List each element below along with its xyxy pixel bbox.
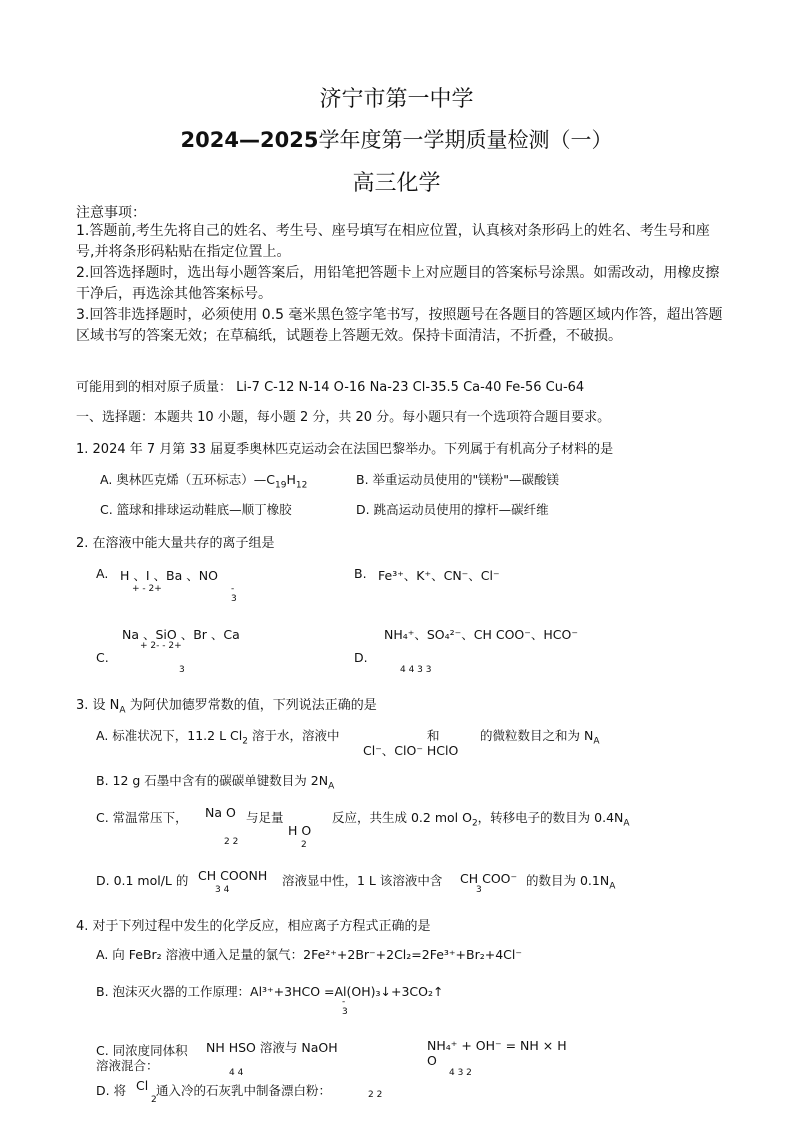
q3-d3 xyxy=(526,871,616,892)
exam-years: 2024—2025 xyxy=(180,128,319,152)
q3-stem-rest: 为阿伏加德罗常数的值，下列说法正确的是 xyxy=(125,698,377,713)
q4-d-cl: Cl xyxy=(136,1078,149,1093)
q1-option-b: B. 举重运动员使用的"镁粉"—碳酸镁 xyxy=(356,472,560,487)
q2-b-ions: Fe³⁺、K⁺、CN⁻、Cl⁻ xyxy=(378,568,500,583)
q3-stem-sub: A xyxy=(119,705,126,716)
q3-d1: D. 0.1 mol/L 的 xyxy=(96,873,189,888)
q1-stem: 1. 2024 年 7 月第 33 届夏季奥林匹克运动会在法国巴黎举办。下列属于有机高分子材料的是 xyxy=(76,442,614,457)
q1-option-d: D. 跳高运动员使用的撑杆—碳纤维 xyxy=(356,502,549,517)
q2-c-charges: + 2- - 2+ xyxy=(140,641,182,651)
notice-item-1: 1.答题前,考生先将自己的姓名、考生号、座号填写在相应位置，认真核对条形码上的姓名、考生号和座号,并将条形码粘贴在指定位置上。 xyxy=(76,223,710,260)
q4-c-eq: NH₄⁺ + OH⁻ = NH × H xyxy=(427,1038,567,1053)
q4-d2: 通入冷的石灰乳中制备漂白粉： xyxy=(156,1083,332,1098)
q3-option-b xyxy=(96,771,335,792)
q4-stem: 4. 对于下列过程中发生的化学反应，相应离子方程式正确的是 xyxy=(76,919,431,934)
q2-a-ions: H 、I 、Ba 、NO xyxy=(120,568,218,583)
q2-stem: 2. 在溶液中能大量共存的离子组是 xyxy=(76,536,275,551)
q3-c-na: Na O xyxy=(205,805,236,820)
q2-c-sub: 3 xyxy=(179,665,185,675)
notice-item-3: 3.回答非选择题时，必须使用 0.5 毫米黑色签字笔书写，按照题号在各题目的答题区域内作答，超出答题区域书写的答案无效；在草稿纸，试题卷上答题无效。保持卡面清洁，不折叠，不破损。 xyxy=(76,307,723,344)
q2-c-ions: Na 、SiO 、Br 、Ca xyxy=(122,627,240,642)
q2-a-label: A. xyxy=(96,566,109,581)
notice-item-2: 2.回答选择题时，选出每小题答案后，用铅笔把答题卡上对应题目的答案标号涂黑。如需改动，用橡皮擦干净后，再选涂其他答案标号。 xyxy=(76,265,720,302)
q3-c1: C. 常温常压下， xyxy=(96,810,188,825)
q2-a-charges: + - 2+ xyxy=(132,584,162,594)
q3-c4-sub: A xyxy=(623,818,630,829)
q4-d-cl-sub: 2 xyxy=(151,1095,157,1105)
q1-a-sub: 19 xyxy=(275,480,287,491)
q3-a1-sub: 2 xyxy=(242,736,248,747)
q3-c-h2o: H O xyxy=(288,823,312,838)
q3-stem-a: 3. 设 N xyxy=(76,698,120,713)
q3-d-ch2-sub: 3 xyxy=(476,885,482,895)
q4-option-b: B. 泡沫灭火器的工作原理：Al³⁺+3HCO =Al(OH)₃↓+3CO₂↑ xyxy=(96,984,444,999)
subject-title: 高三化学 xyxy=(352,171,441,196)
q3-b-sub: A xyxy=(328,781,335,792)
exam-name: 学年度第一学期质量检测（一） xyxy=(318,128,613,152)
q2-b-label: B. xyxy=(354,566,367,581)
q3-c2: 与足量 xyxy=(246,810,284,825)
section-title: 一、选择题：本题共 10 小题，每小题 2 分，共 20 分。每小题只有一个选项符合题目要求。 xyxy=(76,410,611,425)
q2-a-minus: - xyxy=(231,584,235,594)
q4-c1: C. 同浓度同体积 xyxy=(96,1043,188,1058)
q2-d-subs: 4 4 3 3 xyxy=(400,665,432,675)
q3-c3-text: 反应，共生成 0.2 mol O xyxy=(332,810,472,825)
q4-option-a: A. 向 FeBr₂ 溶液中通入足量的氯气：2Fe²⁺+2Br⁻+2Cl₂=2Fe³⁺+Br₂+4Cl⁻ xyxy=(96,947,522,962)
q3-option-a xyxy=(96,726,340,747)
q3-d3-text: 的数目为 0.1N xyxy=(526,873,610,888)
q4-d-subs: 2 2 xyxy=(368,1090,383,1100)
q4-c-eq2: O xyxy=(427,1053,437,1068)
q1-option-a xyxy=(100,470,308,491)
q3-c4-text: ，转移电子的数目为 0.4N xyxy=(477,810,624,825)
q3-c-h2o-sub: 2 xyxy=(301,840,307,850)
q3-d2: 溶液显中性，1 L 该溶液中含 xyxy=(282,873,443,888)
q3-d3-sub: A xyxy=(609,881,616,892)
atomic-masses: 可能用到的相对原子质量： Li-7 C-12 N-14 O-16 Na-23 Cl-35.5 Ca-40 Fe-56 Cu-64 xyxy=(76,380,585,395)
q1-a-text: A. 奥林匹克烯（五环标志）—C xyxy=(100,472,276,487)
q4-c-nh: NH HSO 溶液与 NaOH xyxy=(206,1040,338,1055)
q3-c3-sub: 2 xyxy=(471,818,478,829)
q4-d1: D. 将 xyxy=(96,1083,127,1098)
school-name: 济宁市第一中学 xyxy=(319,87,474,112)
notice-title: 注意事项： xyxy=(76,205,146,221)
q4-c-nh-subs: 4 4 xyxy=(229,1068,244,1078)
q3-d-ch: CH COONH xyxy=(198,868,268,883)
q3-a1-rest: 溶于水，溶液中 xyxy=(247,728,340,743)
q3-b-text: B. 12 g 石墨中含有的碳碳单键数目为 2N xyxy=(96,773,329,788)
q3-a-tail-text: 的微粒数目之和为 N xyxy=(480,728,594,743)
q3-c3 xyxy=(332,808,630,829)
q2-d-ions: NH₄⁺、SO₄²⁻、CH COO⁻、HCO⁻ xyxy=(384,627,578,642)
q2-a-sub: 3 xyxy=(231,594,237,604)
q3-stem xyxy=(76,694,377,716)
q4-b-sub: 3 xyxy=(342,1007,348,1017)
q3-d-ch-subs: 3 4 xyxy=(215,885,230,895)
q1-option-c: C. 篮球和排球运动鞋底—顺丁橡胶 xyxy=(100,502,292,517)
q4-b-marks: - xyxy=(342,997,346,1007)
q2-d-label: D. xyxy=(354,650,368,665)
q1-a-sub2: 12 xyxy=(295,480,308,491)
q3-a-and: 和 xyxy=(427,728,440,743)
q3-a-tail xyxy=(480,726,600,747)
q3-a-species: Cl⁻、ClO⁻ HClO xyxy=(363,743,459,758)
q2-c-label: C. xyxy=(96,650,109,665)
q4-c-eq-subs: 4 3 2 xyxy=(449,1068,472,1078)
q4-c2: 溶液混合： xyxy=(96,1058,159,1073)
q1-a-h: H xyxy=(286,472,296,487)
q3-a1: A. 标准状况下，11.2 L Cl xyxy=(96,728,243,743)
exam-title xyxy=(0,124,793,154)
q3-a-tail-sub: A xyxy=(593,736,600,747)
q3-d-ch2: CH COO⁻ xyxy=(460,871,518,886)
q3-c-na-subs: 2 2 xyxy=(224,837,239,847)
